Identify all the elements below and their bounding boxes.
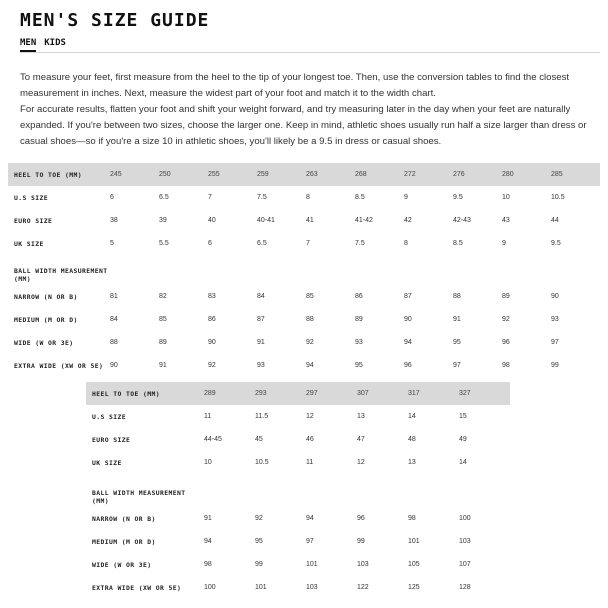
table-cell: 96 [357,515,365,522]
table-cell: 94 [404,339,412,346]
table-cell: 86 [208,316,216,323]
table-cell: 93 [551,316,559,323]
table-cell: 83 [208,293,216,300]
intro-paragraph-measure: To measure your feet, first measure from the heel to the tip of your longest toe. Then, use the conversion tables to find the closest measurement in inches. Next, measure the widest part of your foot and match it to the width chart. [20,72,570,99]
table-cell: 90 [551,293,559,300]
table-cell: 289 [204,382,255,405]
table-row [8,186,600,209]
table-cell: 285 [551,163,600,186]
table-cell: 92 [502,316,510,323]
table-cell: 43 [502,217,510,224]
table-cell: 307 [357,382,408,405]
table-cell: 105 [408,561,420,568]
table-row [8,285,600,308]
table-cell: 8.5 [453,240,463,247]
table-cell: 94 [306,362,314,369]
page-title: MEN'S SIZE GUIDE [20,10,210,31]
table-cell: 101 [255,584,267,591]
table-cell: 15 [459,413,467,420]
table-cell: 128 [459,584,471,591]
table-cell: 6.5 [257,240,267,247]
tab-divider [20,52,600,53]
row-label: MEDIUM (M OR D) [14,315,78,324]
table-cell: 103 [306,584,318,591]
table-cell: 46 [306,436,314,443]
row-label: MEDIUM (M OR D) [92,537,156,546]
row-label: HEEL TO TOE (MM) [86,382,204,405]
group-spacer [204,474,510,507]
table-cell: 11.5 [255,413,269,420]
table-cell: 91 [257,339,265,346]
table-cell: 42 [404,217,412,224]
table-cell: 98 [502,362,510,369]
table-cell: 97 [551,339,559,346]
table-cell: 95 [355,362,363,369]
table-cell: 7.5 [257,194,267,201]
table-cell: 89 [159,339,167,346]
table-cell: 87 [404,293,412,300]
table-cell: 250 [159,163,208,186]
group-header-row [86,474,510,507]
table-cell: 91 [204,515,212,522]
table-cell: 38 [110,217,118,224]
table-cell: 85 [159,316,167,323]
table-cell: 45 [255,436,263,443]
table-cell: 95 [255,538,263,545]
table-cell: 86 [355,293,363,300]
table-cell: 6 [110,194,114,201]
row-label: EURO SIZE [14,216,53,225]
table-cell: 276 [453,163,502,186]
row-label: EXTRA WIDE (XW OR 5E) [14,361,104,370]
row-label: UK SIZE [14,239,44,248]
table-cell: 245 [110,163,159,186]
table-cell: 259 [257,163,306,186]
table-cell: 40-41 [257,217,275,224]
table-cell: 263 [306,163,355,186]
table-cell: 90 [110,362,118,369]
table-cell: 92 [306,339,314,346]
table-cell: 7.5 [355,240,365,247]
table-cell: 6 [208,240,212,247]
table-cell: 88 [306,316,314,323]
table-cell: 94 [204,538,212,545]
table-cell: 100 [459,515,471,522]
table-row [86,405,510,428]
ball-width-heading: BALL WIDTH MEASUREMENT (MM) [14,267,108,283]
table-row [86,576,510,599]
table-cell: 90 [404,316,412,323]
table-cell: 327 [459,382,510,405]
table-cell: 88 [110,339,118,346]
table-row [8,209,600,232]
table-cell: 7 [208,194,212,201]
size-tabs [20,38,66,52]
table-cell: 11 [204,413,212,420]
table-row [86,553,510,576]
table-cell: 9 [404,194,408,201]
table-cell: 99 [255,561,263,568]
header-row [86,382,510,405]
table-row [86,530,510,553]
table-cell: 41-42 [355,217,373,224]
table-row [8,232,600,255]
table-cell: 125 [408,584,420,591]
table-cell: 92 [208,362,216,369]
table-cell: 91 [453,316,461,323]
table-cell: 9.5 [453,194,463,201]
table-cell: 272 [404,163,453,186]
table-cell: 8.5 [355,194,365,201]
table-cell: 107 [459,561,471,568]
table-row [8,331,600,354]
table-cell: 12 [306,413,314,420]
table-cell: 5.5 [159,240,169,247]
table-cell: 103 [357,561,369,568]
group-header-row [8,255,600,285]
row-label: EURO SIZE [92,435,131,444]
table-cell: 90 [208,339,216,346]
table-cell: 7 [306,240,310,247]
table-cell: 41 [306,217,314,224]
row-label: EXTRA WIDE (XW OR 5E) [92,583,182,592]
intro-paragraph-tips: For accurate results, flatten your foot and shift your weight forward, and try measuring later in the day when your feet are naturally expanded. If you're between two sizes, choose the larger one. Keep in mind, athletic shoes usually run half a size larger than dress or casual shoes—so if you're a size 10 in athletic shoes, you'll likely be a 9.5 in dress or casual shoes. [20,104,587,147]
row-label: NARROW (N OR B) [92,514,156,523]
table-row [86,428,510,451]
table-cell: 12 [357,459,365,466]
table-cell: 88 [453,293,461,300]
table-cell: 280 [502,163,551,186]
table-cell: 47 [357,436,365,443]
table-cell: 95 [453,339,461,346]
table-cell: 42-43 [453,217,471,224]
table-cell: 93 [257,362,265,369]
table-cell: 122 [357,584,369,591]
table-cell: 99 [551,362,559,369]
table-cell: 81 [110,293,118,300]
table-cell: 44-45 [204,436,222,443]
table-cell: 9 [502,240,506,247]
table-cell: 297 [306,382,357,405]
row-label: U.S SIZE [14,193,48,202]
table-cell: 317 [408,382,459,405]
table-cell: 82 [159,293,167,300]
group-spacer [110,255,600,285]
table-row [8,354,600,377]
size-table-1 [8,163,600,377]
table-cell: 99 [357,538,365,545]
table-cell: 87 [257,316,265,323]
table-cell: 91 [159,362,167,369]
table-cell: 101 [408,538,420,545]
table-cell: 48 [408,436,416,443]
table-cell: 96 [502,339,510,346]
table-cell: 103 [459,538,471,545]
size-table-2 [86,382,510,599]
row-label: HEEL TO TOE (MM) [8,163,110,186]
table-cell: 14 [408,413,416,420]
table-cell: 49 [459,436,467,443]
row-label: UK SIZE [92,458,122,467]
table-cell: 84 [257,293,265,300]
table-cell: 9.5 [551,240,561,247]
table-cell: 13 [357,413,365,420]
table-cell: 10 [502,194,510,201]
table-cell: 98 [204,561,212,568]
table-cell: 100 [204,584,216,591]
table-cell: 44 [551,217,559,224]
table-cell: 96 [404,362,412,369]
row-label: U.S SIZE [92,412,126,421]
table-cell: 10.5 [551,194,565,201]
table-cell: 10.5 [255,459,269,466]
table-row [86,507,510,530]
intro-text [20,70,592,150]
table-cell: 5 [110,240,114,247]
table-cell: 92 [255,515,263,522]
table-cell: 93 [355,339,363,346]
table-cell: 255 [208,163,257,186]
tab-kids[interactable]: KIDS [44,38,66,48]
table-cell: 40 [208,217,216,224]
table-cell: 101 [306,561,318,568]
table-cell: 97 [453,362,461,369]
header-row [8,163,600,186]
table-cell: 13 [408,459,416,466]
table-row [8,308,600,331]
tab-men[interactable]: MEN [20,38,36,52]
row-label: WIDE (W OR 3E) [14,338,74,347]
table-cell: 89 [355,316,363,323]
table-cell: 8 [306,194,310,201]
table-cell: 268 [355,163,404,186]
table-cell: 98 [408,515,416,522]
table-cell: 11 [306,459,314,466]
table-cell: 6.5 [159,194,169,201]
table-cell: 97 [306,538,314,545]
table-cell: 85 [306,293,314,300]
ball-width-heading: BALL WIDTH MEASUREMENT (MM) [92,489,186,505]
table-cell: 94 [306,515,314,522]
table-cell: 39 [159,217,167,224]
table-cell: 293 [255,382,306,405]
table-cell: 89 [502,293,510,300]
table-row [86,451,510,474]
table-cell: 14 [459,459,467,466]
table-cell: 84 [110,316,118,323]
row-label: NARROW (N OR B) [14,292,78,301]
table-cell: 10 [204,459,212,466]
row-label: WIDE (W OR 3E) [92,560,152,569]
table-cell: 8 [404,240,408,247]
